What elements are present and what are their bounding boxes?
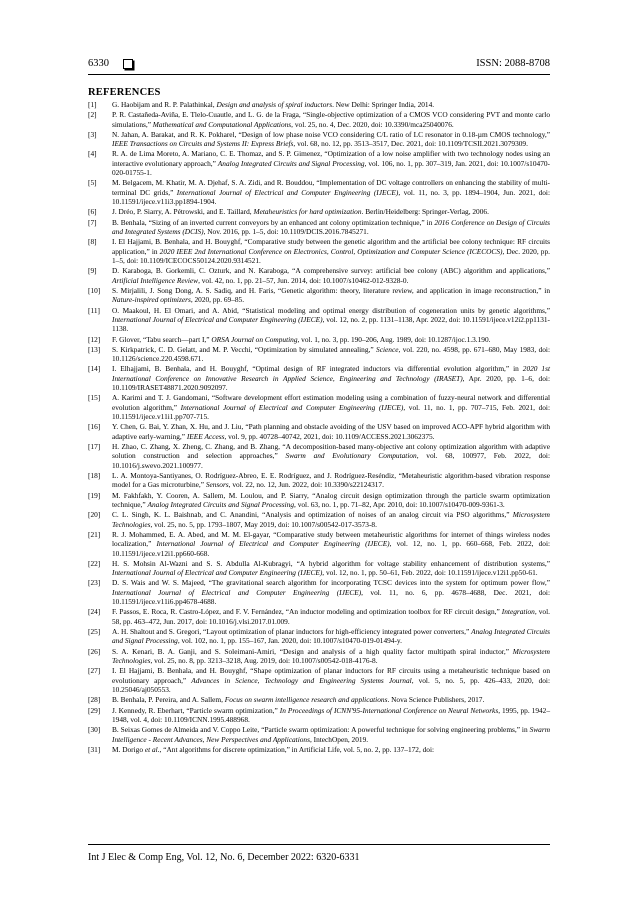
reference-item: [88, 647, 550, 666]
reference-item: [88, 178, 550, 206]
reference-text: J. Kennedy, R. Eberhart, “Particle swarm optimization,” In Proceedings of ICNN'95-International Conference on Neural Networks, 1995, pp. 1942–1948, vol. 4, doi: 10.1109/ICNN.1995.488968.: [112, 705, 551, 724]
reference-text: B. Benhala, P. Pereira, and A. Sallem, Focus on swarm intelligence research and applications. Nova Science Publishers, 2017.: [112, 695, 485, 705]
reference-number: [28]: [88, 695, 101, 705]
reference-item: [88, 364, 550, 392]
reference-item: [88, 666, 550, 694]
reference-item: [88, 510, 550, 529]
reference-number: [22]: [88, 558, 101, 568]
reference-number: [27]: [88, 666, 101, 676]
reference-item: [88, 422, 550, 441]
reference-number: [14]: [88, 364, 101, 374]
reference-text: M. Fakhfakh, Y. Cooren, A. Sallem, M. Loulou, and P. Siarry, “Analog circuit design optimization through the particle swarm optimization technique,” Analog Integrated Circuits and Signal Processing, vol. 63, no. 1, pp. 71–82, Apr. 2010, doi: 10.1007/s10470-009-9361-3.: [112, 490, 550, 509]
reference-item: [88, 130, 550, 149]
reference-number: [19]: [88, 490, 101, 500]
reference-text: I. El Hajjami, B. Benhala, and H. Bouyghf, “Shape optimization of planar inductors for RF circuits using a metaheuristic technique based on evolutionary approach,” Advances in Science, Technology and Engineering Systems Journal, vol. 5, no. 5, pp. 426–433, 2020, doi: 10.25046/aj050553.: [112, 666, 551, 695]
page-number: 6330: [88, 58, 109, 69]
reference-number: [29]: [88, 705, 101, 715]
reference-number: [2]: [88, 110, 97, 120]
reference-number: [24]: [88, 607, 101, 617]
issn-label: ISSN: 2088-8708: [476, 58, 550, 69]
reference-text: F. Passos, E. Roca, R. Castro-López, and F. V. Fernández, “An inductor modeling and optimization toolbox for RF circuit design,” Integration, vol. 58, pp. 463–472, Jun. 2017, doi: 10.1016/j.vlsi.2017.01.009.: [112, 607, 550, 626]
reference-number: [31]: [88, 744, 101, 754]
reference-number: [10]: [88, 285, 101, 295]
reference-text: H. S. Mohsin Al-Wazni and S. S. Abdulla Al-Kubragyi, “A hybrid algorithm for voltage stability enhancement of distribution systems,” International Journal of Electrical and Computer Engineering (IJECE), vol. 12, no. 1, pp. 50–61, Feb. 2022, doi: 10.11591/ijece.v12i1.pp50-61.: [112, 558, 550, 578]
reference-item: [88, 578, 550, 606]
reference-text: S. A. Kenari, B. A. Ganji, and S. Soleimani-Amiri, “Design and analysis of a high quality factor multipath spiral inductor,” Microsystem Technologies, vol. 25, no. 8, pp. 3213–3218, Aug. 2019, doi: 10.1007/s00542-018-4176-8.: [112, 646, 550, 666]
reference-item: [88, 725, 550, 744]
reference-number: [6]: [88, 207, 97, 217]
reference-text: B. Seixas Gomes de Almeida and V. Coppo Leite, “Particle swarm optimization: A powerful technique for solving engineering problems,” in Swarm Intelligence - Recent Advances, New Perspectives and Applications, IntechOpen, 2019.: [112, 725, 550, 744]
reference-number: [3]: [88, 129, 97, 139]
reference-item: [88, 335, 550, 344]
reference-text: B. Benhala, “Sizing of an inverted current conveyors by an enhanced ant colony optimization technique,” in 2016 Conference on Design of Circuits and Integrated Systems (DCIS), Nov. 2016, pp. 1–5, doi: 10.1109/DCIS.2016.7845271.: [112, 217, 550, 237]
reference-item: [88, 218, 550, 237]
reference-number: [17]: [88, 441, 101, 451]
reference-number: [9]: [88, 266, 97, 276]
reference-text: R. J. Mohammed, E. A. Abed, and M. M. El-gayar, “Comparative study between metaheuristic algorithms for internet of things wireless nodes localization,” International Journal of Electrical and Computer Engineering (IJECE), vol. 12, no. 1, pp. 660–668, Feb. 2022, doi: 10.11591/ijece.v12i1.pp660-668.: [112, 529, 551, 558]
reference-item: [88, 491, 550, 510]
reference-item: [88, 345, 550, 364]
reference-number: [18]: [88, 470, 101, 480]
reference-number: [12]: [88, 334, 101, 344]
reference-number: [4]: [88, 149, 97, 159]
reference-text: S. Mirjalili, J. Song Dong, A. S. Sadiq, and H. Faris, “Genetic algorithm: theory, literature review, and application in image reconstruction,” in Nature-inspired optimizers, 2020, pp. 69–85.: [112, 285, 550, 305]
page-footer: Int J Elec & Comp Eng, Vol. 12, No. 6, December 2022: 6320-6331: [88, 852, 360, 863]
reference-item: [88, 607, 550, 626]
reference-number: [21]: [88, 529, 101, 539]
reference-number: [15]: [88, 393, 101, 403]
header-left: [88, 58, 133, 69]
reference-text: G. Haobijam and R. P. Palathinkal, Design and analysis of spiral inductors. New Delhi: Springer India, 2014.: [112, 100, 435, 109]
reference-text: N. Jahan, A. Barakat, and R. K. Pokharel, “Design of low phase noise VCO considering C/L ratio of LC resonator in 0.18-µm CMOS technology,” IEEE Transactions on Circuits and Systems II: Express Briefs, vol. 68, no. 12, pp. 3513–3517, Dec. 2021, doi: 10.1109/TCSII.2021.3079309.: [112, 129, 550, 149]
reference-item: [88, 442, 550, 470]
reference-number: [23]: [88, 578, 101, 588]
reference-number: [7]: [88, 217, 97, 227]
reference-number: [30]: [88, 725, 101, 735]
reference-number: [20]: [88, 510, 101, 520]
reference-text: O. Maakoul, H. El Omari, and A. Abid, “Statistical modeling and optimal energy distribution of cogeneration units by genetic algorithms,” International Journal of Electrical and Computer Engineering (IJECE), vol. 12, no. 2, pp. 1131–1138, Apr. 2022, doi: 10.11591/ijece.v12i2.pp1131-1138.: [112, 305, 550, 334]
reference-number: [26]: [88, 646, 101, 656]
reference-item: [88, 695, 550, 704]
reference-item: [88, 237, 550, 265]
reference-item: [88, 471, 550, 490]
reference-item: [88, 393, 550, 421]
reference-text: C. L. Singh, K. L. Baishnab, and C. Anandini, “Analysis and optimization of noises of an analog circuit via PSO algorithms,” Microsystem Technologies, vol. 25, no. 5, pp. 1793–1807, May 2019, doi: 10.1007/s00542-017-3573-8.: [112, 510, 550, 529]
reference-text: F. Glover, “Tabu search—part I,” ORSA Journal on Computing, vol. 1, no. 3, pp. 190–206, Aug. 1989, doi: 10.1287/ijoc.1.3.190.: [112, 334, 491, 344]
reference-text: A. H. Shaltout and S. Gregori, “Layout optimization of planar inductors for high-efficiency integrated power converters,” Analog Integrated Circuits and Signal Processing, vol. 102, no. 1, pp. 155–167, Jan. 2020, doi: 10.1007/s10470-019-01494-y.: [112, 627, 550, 646]
reference-number: [25]: [88, 627, 101, 637]
reference-number: [5]: [88, 178, 97, 188]
page-header: [88, 58, 550, 74]
reference-text: D. S. Wais and W. S. Majeed, “The gravitational search algorithm for incorporating TCSC devices into the system for optimum power flow,” International Journal of Electrical and Computer Engineering (IJECE), vol. 11, no. 6, pp. 4678–4688, Dec. 2021, doi: 10.11591/ijece.v11i6.pp4678-4688.: [112, 578, 551, 607]
reference-text: S. Kirkpatrick, C. D. Gelatt, and M. P. Vecchi, “Optimization by simulated annealing,” Science, vol. 220, no. 4598, pp. 671–680, May 1983, doi: 10.1126/science.220.4598.671.: [112, 344, 551, 364]
checkbox-icon: [123, 59, 133, 69]
reference-text: A. Karimi and T. J. Gandomani, “Software development effort estimation modeling using a combination of fuzzy-neural network and differential evolution algorithm,” International Journal of Electrical and Computer Engineering (IJECE), vol. 11, no. 1, pp. 707–715, Feb. 2021, doi: 10.11591/ijece.v11i1.pp707-715.: [112, 393, 551, 422]
reference-number: [8]: [88, 237, 97, 247]
reference-item: [88, 306, 550, 334]
reference-text: L. A. Montoya-Santiyanes, O. Rodríguez-Abreo, E. E. Rodríguez, and J. Rodríguez-Reséndiz, “Metaheuristic algorithm-based vibration response model for a Gas microturbine,” Sensors, vol. 22, no. 12, Jun. 2022, doi: 10.3390/s22124317.: [112, 470, 550, 490]
reference-item: [88, 100, 550, 109]
reference-item: [88, 559, 550, 578]
reference-text: I. El Hajjami, B. Benhala, and H. Bouyghf, “Comparative study between the genetic algorithm and the artificial bee colony technique: RF circuits application,” in 2020 IEEE 2nd International Conference on Electronics, Control, Optimization and Computer Science (ICECOCS), Dec. 2020, pp. 1–5, doi: 10.1109/ICECOCS50124.2020.9314521.: [112, 237, 550, 266]
reference-number: [16]: [88, 422, 101, 432]
reference-text: D. Karaboga, B. Gorkemli, C. Ozturk, and N. Karaboga, “A comprehensive survey: artificial bee colony (ABC) algorithm and applications,” Artificial Intelligence Review, vol. 42, no. 1, pp. 21–57, Jun. 2014, doi: 10.1007/s10462-012-9328-0.: [112, 266, 550, 285]
reference-text: R. A. de Lima Moreto, A. Mariano, C. E. Thomaz, and S. P. Gimenez, “Optimization of a low noise amplifier with two technology nodes using an interactive evolutionary approach,” Analog Integrated Circuits and Signal Processing, vol. 106, no. 1, pp. 307–319, Jan. 2021, doi: 10.1007/s10470-020-01755-1.: [112, 149, 550, 178]
footer-rule: [88, 844, 550, 845]
reference-text: I. Elhajjami, B. Benhala, and H. Bouyghf, “Optimal design of RF integrated inductors via differential evolution algorithm,” in 2020 1st International Conference on Innovative Research in Applied Science, Engineering and Technology (IRASET), Apr. 2020, pp. 1–6, doi: 10.1109/IRASET48871.2020.9092097.: [112, 364, 551, 393]
reference-item: [88, 530, 550, 558]
reference-number: [1]: [88, 100, 97, 109]
reference-text: Y. Chen, G. Bai, Y. Zhan, X. Hu, and J. Liu, “Path planning and obstacle avoiding of the USV based on improved ACO-APF hybrid algorithm with adaptive early-warning,” IEEE Access, vol. 9, pp. 40728–40742, 2021, doi: 10.1109/ACCESS.2021.3062375.: [112, 422, 550, 441]
reference-text: P. R. Castañeda-Aviña, E. Tlelo-Cuautle, and L. G. de la Fraga, “Single-objective optimization of a CMOS VCO considering PVT and monte carlo simulations,” Mathematical and Computational Applications, vol. 25, no. 4, Dec. 2020, doi: 10.3390/mca25040076.: [112, 110, 550, 129]
header-rule: [88, 74, 550, 75]
reference-text: H. Zhao, C. Zhang, X. Zheng, C. Zhang, and B. Zhang, “A decomposition-based many-objective ant colony optimization algorithm with adaptive solution construction and selection approaches,” Swarm and Evolutionary Computation, vol. 68, 100977, Feb. 2022, doi: 10.1016/j.swevo.2021.100977.: [112, 441, 550, 470]
reference-number: [11]: [88, 305, 100, 315]
reference-item: [88, 627, 550, 646]
reference-text: M. Belgacem, M. Khatir, M. A. Djehaf, S. A. Zidi, and R. Bouddou, “Implementation of DC voltage controllers on enhancing the stability of multi-terminal DC grids,” International Journal of Electrical and Computer Engineering (IJECE), vol. 11, no. 3, pp. 1894–1904, Jun. 2021, doi: 10.11591/ijece.v11i3.pp1894-1904.: [112, 178, 550, 207]
reference-item: [88, 149, 550, 177]
reference-item: [88, 745, 550, 754]
reference-item: [88, 266, 550, 285]
reference-item: [88, 706, 550, 725]
reference-text: J. Dréo, P. Siarry, A. Pétrowski, and E. Taillard, Metaheuristics for hard optimization. Berlin/Heidelberg: Springer-Verlag, 2006.: [112, 207, 489, 217]
reference-number: [13]: [88, 344, 101, 354]
reference-item: [88, 286, 550, 305]
reference-list: [88, 100, 550, 755]
reference-item: [88, 207, 550, 216]
section-title: REFERENCES: [88, 87, 161, 98]
reference-text: M. Dorigo et al., “Ant algorithms for discrete optimization,” in Artificial Life, vol. 5, no. 2, pp. 137–172, doi:: [112, 744, 435, 754]
reference-item: [88, 110, 550, 129]
